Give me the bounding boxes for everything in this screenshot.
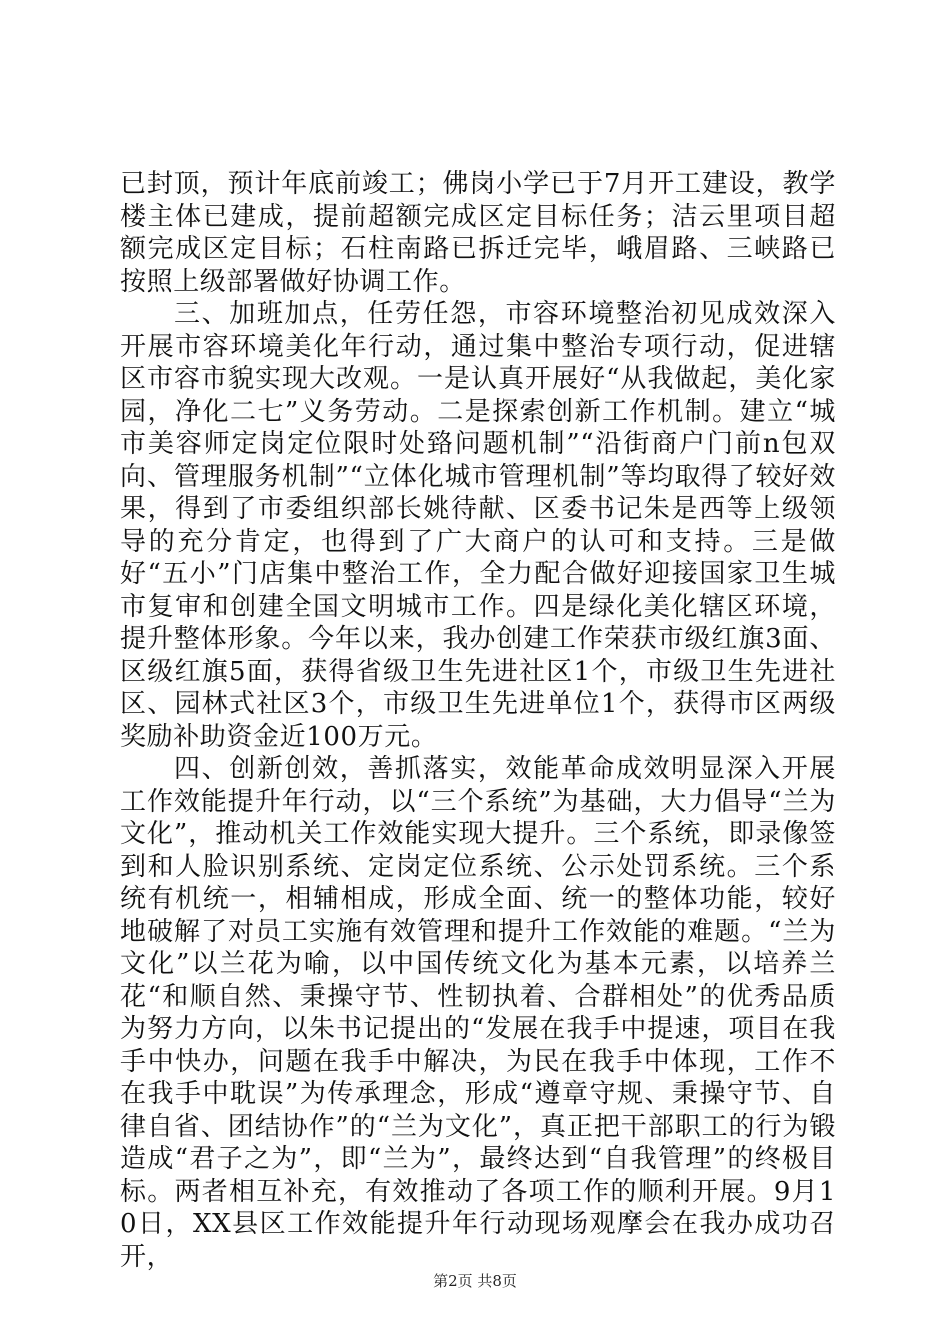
paragraph-section-three: 三、加班加点，任劳任怨，市容环境整治初见成效深入开展市容环境美化年行动，通过集中整治专项行动，促进辖区市容市貌实现大改观。一是认真开展好“从我做起，美化家园，净化二七”义务劳动。二是探索创新工作机制。建立“城市美容师定岗定位限时处臵问题机制”“沿街商户门前n包双向、管理服务机制”“立体化城市管理机制”等均取得了较好效果，得到了市委组织部长姚待献、区委书记朱是西等上级领导的充分肯定，也得到了广大商户的认可和支持。三是做好“五小”门店集中整治工作，全力配合做好迎接国家卫生城市复审和创建全国文明城市工作。四是绿化美化辖区环境，提升整体形象。今年以来，我办创建工作荣获市级红旗3面、区级红旗5面，获得省级卫生先进社区1个，市级卫生先进社区、园林式社区3个，市级卫生先进单位1个，获得市区两级奖励补助资金近100万元。 bbox=[120, 299, 836, 752]
document-body bbox=[120, 168, 836, 1273]
page-footer: 第2页 共8页 bbox=[433, 1272, 517, 1290]
paragraph-section-four: 四、创新创效，善抓落实，效能革命成效明显深入开展工作效能提升年行动，以“三个系统”为基础，大力倡导“兰为文化”，推动机关工作效能实现大提升。三个系统，即录像签到和人脸识别系统、定岗定位系统、公示处罚系统。三个系统有机统一，相辅相成，形成全面、统一的整体功能，较好地破解了对员工实施有效管理和提升工作效能的难题。“兰为文化”以兰花为喻，以中国传统文化为基本元素，以培养兰花“和顺自然、秉操守节、性韧执着、合群相处”的优秀品质为努力方向，以朱书记提出的“发展在我手中提速，项目在我手中快办，问题在我手中解决，为民在我手中体现，工作不在我手中耽误”为传承理念，形成“遵章守规、秉操守节、自律自省、团结协作”的“兰为文化”，真正把干部职工的行为锻造成“君子之为”，即“兰为”，最终达到“自我管理”的终极目标。两者相互补充，有效推动了各项工作的顺利开展。9月10日，XX县区工作效能提升年行动现场观摩会在我办成功召开， bbox=[120, 754, 836, 1272]
paragraph-continuation: 已封顶，预计年底前竣工；佛岗小学已于7月开工建设，教学楼主体已建成，提前超额完成区定目标任务；洁云里项目超额完成区定目标；石柱南路已拆迁完毕，峨眉路、三峡路已按照上级部署做好协调工作。 bbox=[120, 169, 836, 297]
